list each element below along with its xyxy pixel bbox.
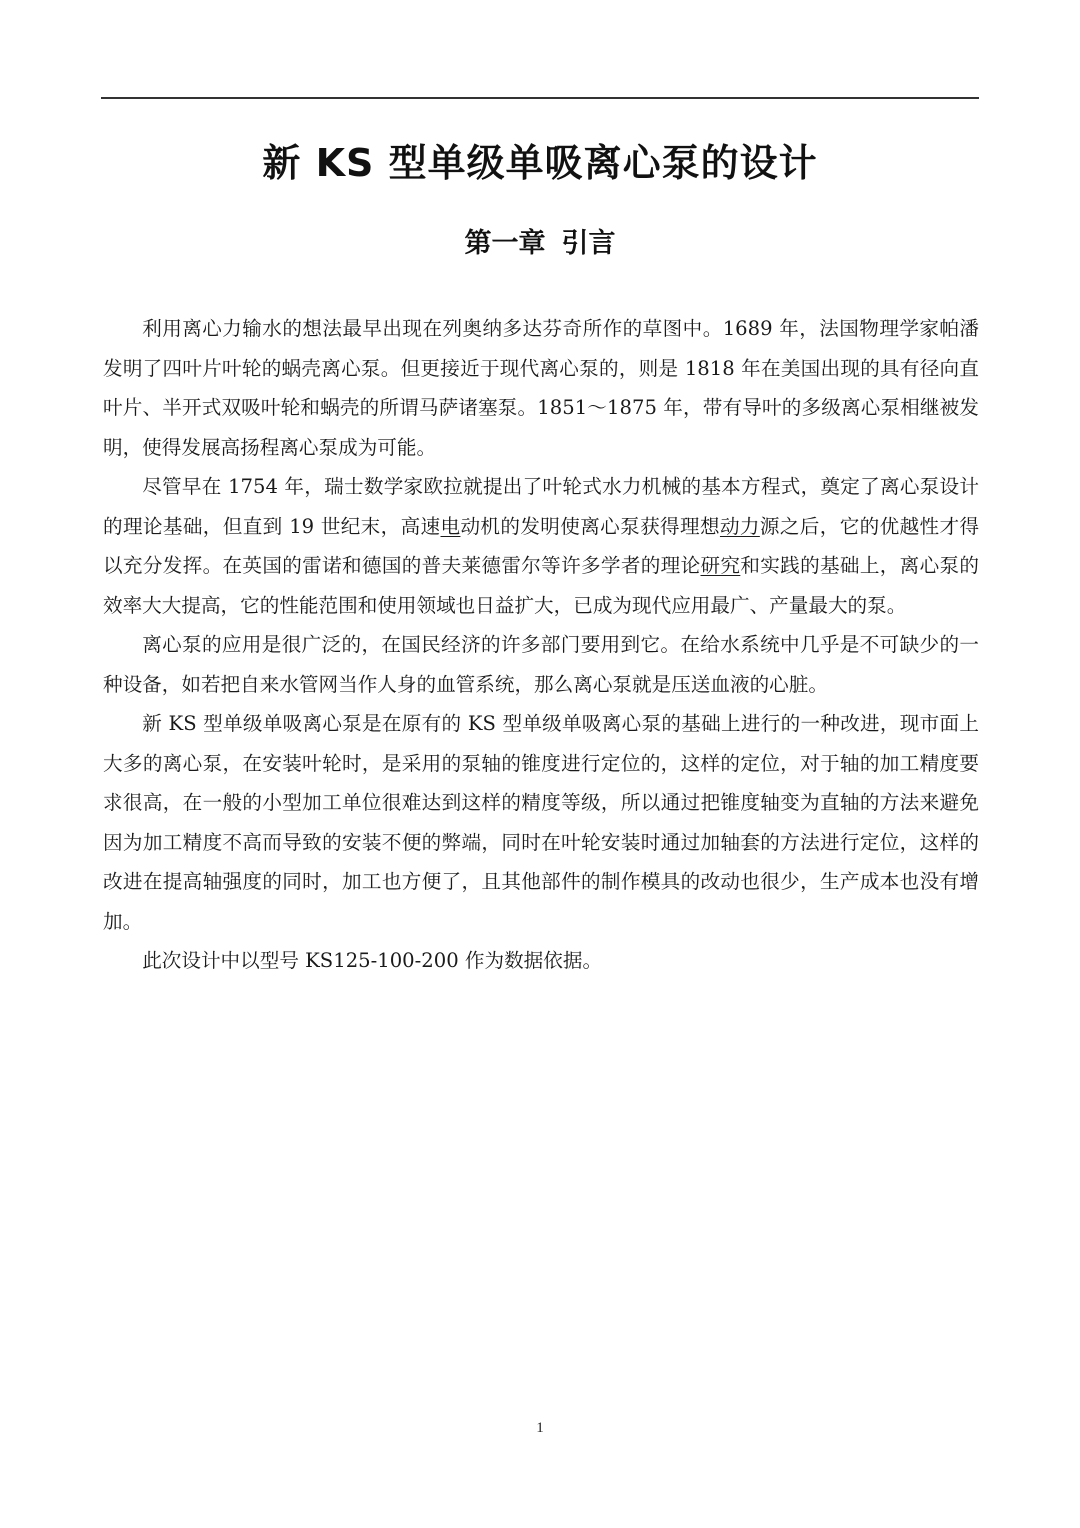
document-title: 新 KS 型单级单吸离心泵的设计 xyxy=(262,141,818,185)
paragraph-5 xyxy=(103,941,979,981)
header-rule xyxy=(101,97,979,99)
paragraph-text: 源之后，它的优越性才得以充分发挥。在英国的雷诺和德国的普夫莱德雷尔等许多学者的理论 xyxy=(103,514,980,577)
chapter-number: 第一章 xyxy=(464,228,546,259)
paragraph-3 xyxy=(103,625,979,704)
chapter-heading xyxy=(0,224,1080,264)
paragraph-1 xyxy=(103,309,979,467)
body-text xyxy=(103,309,979,981)
chapter-name: 引言 xyxy=(561,228,616,259)
page-number: 1 xyxy=(536,1420,544,1436)
paragraph-text: 利用离心力输水的想法最早出现在列奥纳多达芬奇所作的草图中。1689 年，法国物理学家帕潘发明了四叶片叶轮的蜗壳离心泵。但更接近于现代离心泵的，则是 1818 年在美国出现的具有径向直叶片、半开式双吸叶轮和蜗壳的所谓马萨诸塞泵。1851～1875 年，带有导叶的多级离心泵相继被发明，使得发展高扬程离心泵成为可能。 xyxy=(103,317,979,459)
paragraph-4 xyxy=(103,704,979,941)
paragraph-text: 尽管早在 1754 年，瑞士数学家欧拉就提出了叶轮式水力机械的基本方程式，奠定了离心泵设计的理论基础，但直到 19 世纪末，高速 xyxy=(103,475,979,538)
paragraph-text: 新 KS 型单级单吸离心泵是在原有的 KS 型单级单吸离心泵的基础上进行的一种改进，现市面上大多的离心泵，在安装叶轮时，是采用的泵轴的锥度进行定位的，这样的定位，对于轴的加工精度要求很高，在一般的小型加工单位很难达到这样的精度等级，所以通过把锥度轴变为直轴的方法来避免因为加工精度不高而导致的安装不便的弊端，同时在叶轮安装时通过加轴套的方法进行定位，这样的改进在提高轴强度的同时，加工也方便了，且其他部件的制作模具的改动也很少，生产成本也没有增加。 xyxy=(103,712,979,933)
paragraph-text: 此次设计中以型号 KS125-100-200 作为数据依据。 xyxy=(142,949,603,972)
underlined-term: 动力 xyxy=(719,514,760,538)
paragraph-text: 动机的发明使离心泵获得理想 xyxy=(460,514,720,538)
paragraph-text: 离心泵的应用是很广泛的，在国民经济的许多部门要用到它。在给水系统中几乎是不可缺少的一种设备，如若把自来水管网当作人身的血管系统，那么离心泵就是压送血液的心脏。 xyxy=(103,633,979,696)
underlined-term: 电 xyxy=(440,514,461,538)
paragraph-2 xyxy=(103,467,979,625)
underlined-term: 研究 xyxy=(700,554,741,577)
paragraph-text: 和实践的基础上，离心泵的效率大大提高，它的性能范围和使用领域也日益扩大，已成为现代应用最广、产量最大的泵。 xyxy=(103,554,980,617)
